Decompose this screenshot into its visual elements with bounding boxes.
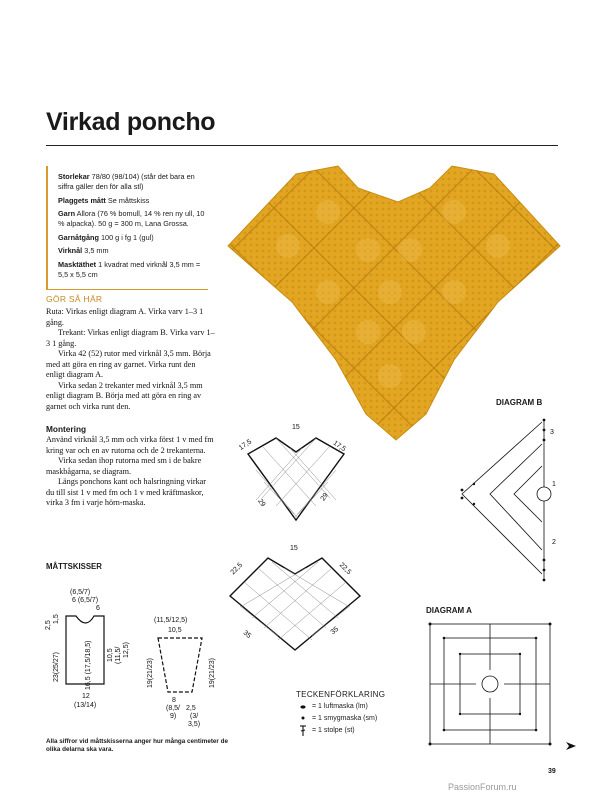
sketch-right-top-2: 10,5 — [168, 627, 182, 634]
sketch-right-top-1: (11,5/12,5) — [154, 617, 188, 624]
sketch-right-bottom-6: 3,5) — [188, 721, 201, 728]
measurement-sketch-right — [142, 610, 228, 728]
dim-top: 15 — [292, 424, 300, 431]
sketch-left-right-1: 10,5 — [107, 648, 114, 662]
sketch-left-inner-height: 16,5 (17,5/18,5) — [85, 640, 92, 690]
diagram-b-round-1: 1 — [552, 481, 556, 488]
pattern-info-box — [46, 166, 208, 290]
diagram-b-round-3: 3 — [550, 429, 554, 436]
slip-stitch-icon — [302, 717, 305, 720]
next-page-arrow-icon — [566, 742, 576, 750]
legend-double-crochet: = 1 stolpe (st) — [312, 727, 355, 734]
diagram-b-heading: DIAGRAM B — [496, 398, 543, 407]
sketch-right-left: 19(21/23) — [147, 658, 154, 688]
instruction-paragraph: Virka 42 (52) rutor med virknål 3,5 mm. Börja med att göra en ring av garnet. Virka runt den enligt diagram A. — [46, 349, 211, 379]
sketch-left-top-1: (6,5/7) — [70, 589, 91, 596]
instructions-text — [46, 307, 216, 412]
sketch-right-bottom-5: (3/ — [190, 713, 199, 720]
diagram-a-chart — [426, 620, 554, 748]
sketch-left-bottom-2: (13/14) — [74, 702, 97, 709]
sketch-left-neck-2: 1,5 — [53, 614, 60, 624]
instruction-paragraph: Trekant: Virkas enligt diagram B. Virka varv 1–3 1 gång. — [46, 328, 215, 348]
watermark: PassionForum.ru — [448, 782, 517, 792]
legend-symbols — [296, 703, 310, 737]
dim-bottom-right: 35 — [329, 625, 341, 637]
measurements-heading: MÅTTSKISSER — [46, 562, 102, 571]
sketch-right-bottom-3: 9) — [170, 713, 177, 720]
dim-top: 15 — [290, 545, 298, 552]
info-gauge: Masktäthet 1 kvadrat med virknål 3,5 mm = 5,5 x 5,5 cm — [58, 259, 201, 279]
assembly-paragraph: Virka sedan ihop rutorna med sm i de bakre maskbågarna, se diagram. — [46, 456, 202, 476]
assembly-diagram-large — [220, 536, 370, 658]
instruction-paragraph: Ruta: Virkas enligt diagram A. Virka varv 1–3 1 gång. — [46, 307, 204, 327]
info-yarn-amount: Garnåtgång 100 g i fg 1 (gul) — [58, 232, 154, 242]
info-yarn: Garn Allora (76 % bomull, 14 % ren ny ull, 10 % alpacka). 50 g = 300 m, Lana Grossa. — [58, 209, 205, 228]
assembly-paragraph: Använd virknål 3,5 mm och virka först 1 v med fm kring var och en av rutorna och de 2 trekanterna. — [46, 435, 214, 455]
diagram-a-heading: DIAGRAM A — [426, 606, 472, 615]
assembly-paragraph: Längs ponchons kant och halsringning virkar du till sist 1 v med fm och 1 v med kräftmaskor, virka 3 fm i varje hörn-maska. — [46, 477, 207, 507]
sketch-left-right-3: 12,5) — [123, 642, 130, 658]
assembly-diagram-small — [236, 418, 356, 530]
instructions-heading: GÖR SÅ HÄR — [46, 294, 103, 304]
dim-left: 17,5 — [237, 438, 254, 452]
diagram-b-round-2: 2 — [552, 539, 556, 546]
sketch-right-bottom-2: (8,5/ — [166, 705, 181, 712]
sketch-left-neck-1: 2,5 — [45, 620, 52, 630]
legend-slip-stitch: = 1 smygmaska (sm) — [312, 715, 378, 722]
sketch-right-bottom-4: 2,5 — [186, 705, 196, 712]
sketch-right-bottom-1: 8 — [172, 697, 176, 704]
dim-right: 22,5 — [337, 561, 353, 577]
sketch-left-top-2: 6 (6,5/7) — [72, 597, 99, 604]
page-number: 39 — [548, 768, 556, 775]
instruction-paragraph: Virka sedan 2 trekanter med virknål 3,5 mm enligt diagram B. Börja med att göra en ring av garnet och virka runt den. — [46, 380, 203, 411]
diagram-b-chart — [454, 410, 564, 582]
measurements-caption: Alla siffror vid måttskisserna anger hur många centimeter de olika delarna ska vara. — [46, 738, 228, 753]
sketch-right-right: 19(21/23) — [209, 658, 216, 688]
sketch-left-right-2: (11,5/ — [115, 646, 122, 664]
info-measurements: Plaggets mått Se måttskiss — [58, 195, 150, 205]
title-divider — [46, 145, 558, 146]
dim-bottom-right: 29 — [319, 492, 330, 503]
page-title: Virkad poncho — [46, 108, 216, 136]
chain-stitch-icon — [300, 705, 305, 708]
info-sizes: Storlekar 78/80 (98/104) (står det bara en siffra gäller den för alla stl) — [58, 172, 195, 191]
dim-bottom-left: 29 — [256, 497, 267, 509]
sketch-left-top-3: 6 — [96, 605, 100, 612]
dim-right: 17,5 — [331, 439, 347, 454]
info-hook: Virknål 3,5 mm — [58, 246, 109, 255]
assembly-heading: Montering — [46, 424, 87, 434]
assembly-text — [46, 435, 216, 509]
double-crochet-icon — [300, 726, 306, 736]
sketch-left-total-height: 23(25/27) — [53, 652, 60, 682]
measurement-sketch-left — [40, 584, 144, 710]
dim-bottom-left: 35 — [241, 629, 253, 640]
dim-left: 22,5 — [229, 561, 245, 577]
legend-heading: TECKENFÖRKLARING — [296, 690, 386, 699]
legend-chain-stitch: = 1 luftmaska (lm) — [312, 703, 368, 710]
sketch-left-bottom-1: 12 — [82, 693, 90, 700]
